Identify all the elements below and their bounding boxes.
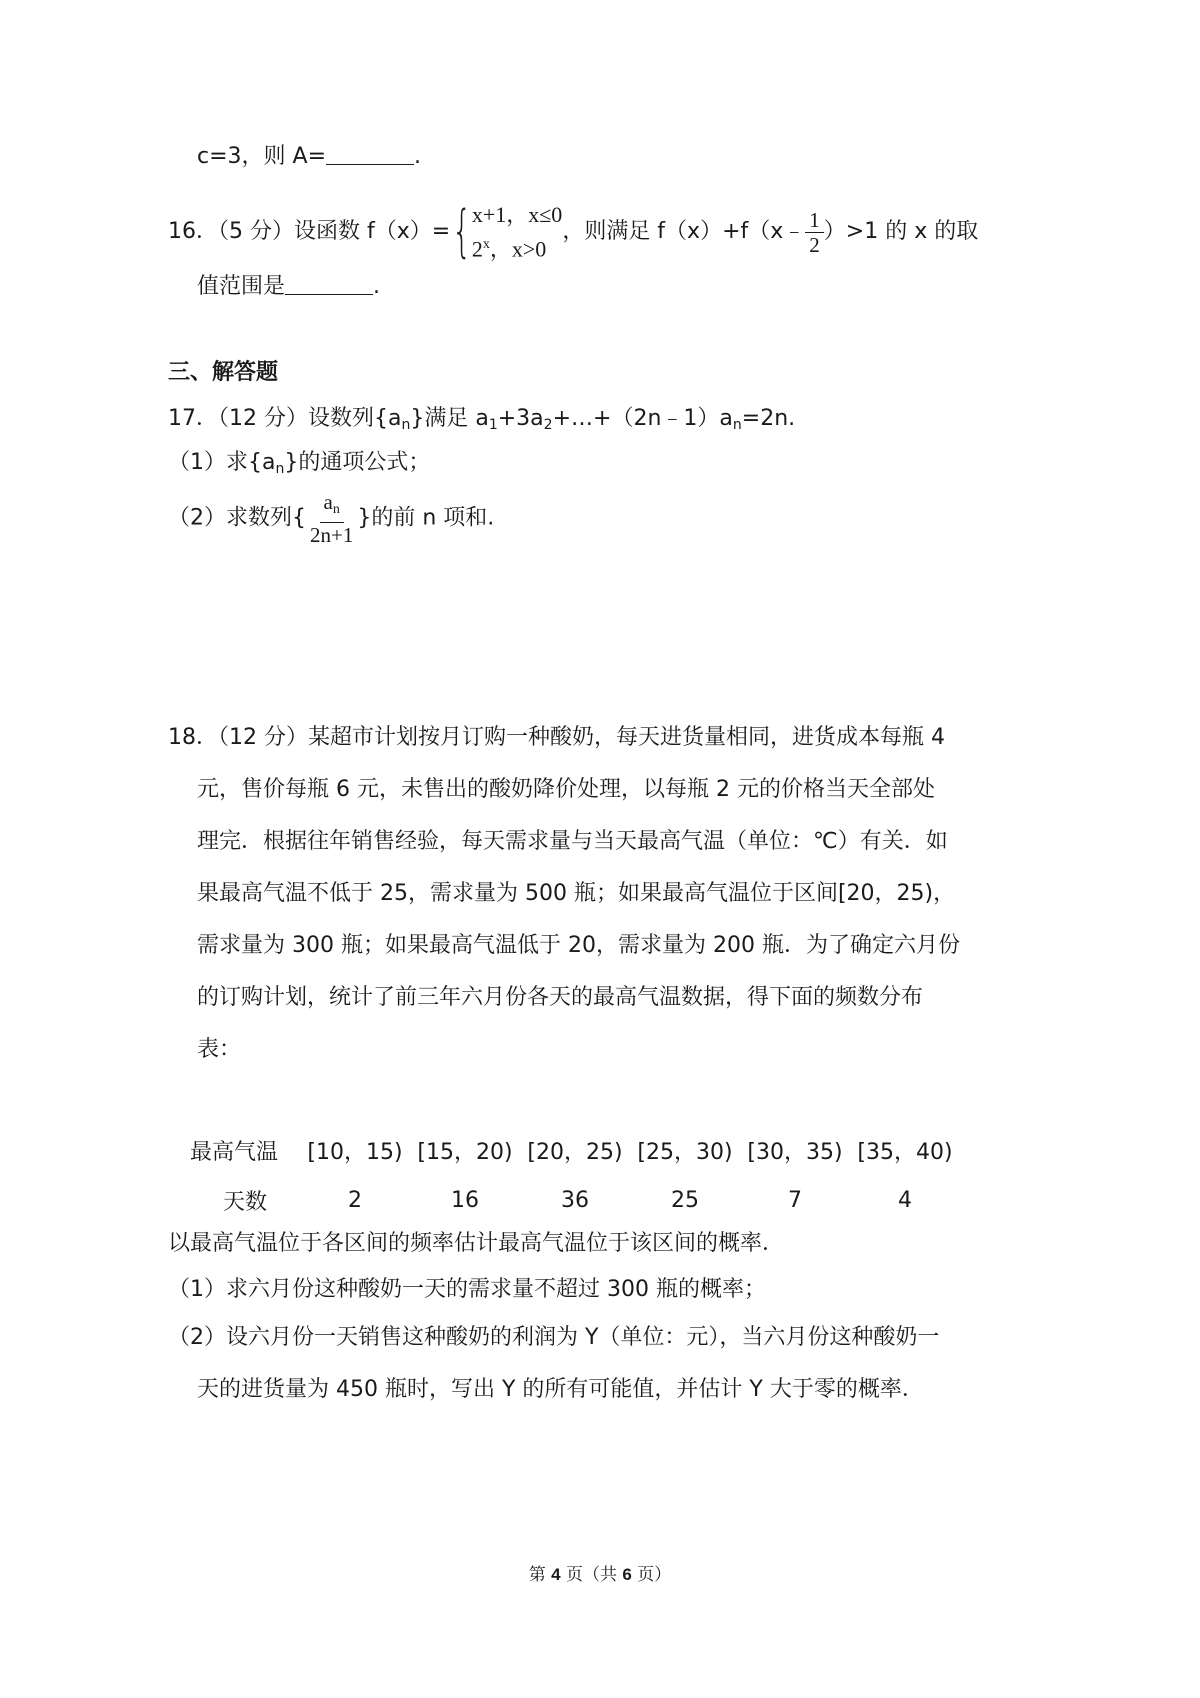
page-footer: 第 4 页（共 6 页） [528, 1565, 672, 1585]
table-cell: 天数 [222, 1189, 267, 1215]
table-cell: 2 [348, 1187, 362, 1213]
q18-after: 以最高气温位于各区间的频率估计最高气温位于该区间的概率． [168, 1231, 785, 1256]
table-cell: 7 [788, 1187, 802, 1213]
q18-line-7: 表： [197, 1037, 242, 1062]
q18-line-2: 元，售价每瓶 6 元，未售出的酸奶降价处理，以每瓶 2 元的价格当天全部处 [197, 777, 935, 802]
table-cell: [35，40) [857, 1139, 953, 1165]
table-row [190, 1175, 960, 1225]
q15-text: c=3，则 A= [197, 144, 327, 169]
table-cell: 最高气温 [190, 1139, 279, 1165]
q18-line-5: 需求量为 300 瓶；如果最高气温低于 20，需求量为 200 瓶．为了确定六月份 [197, 933, 960, 958]
q16-tail: ）>1 的 x 的取 [823, 219, 979, 245]
case-1: x+1，x≤0 [471, 202, 563, 227]
q18-line-6: 的订购计划，统计了前三年六月份各天的最高气温数据，得下面的频数分布 [197, 985, 924, 1010]
q17-part2: （2）求数列{ $\frac{a_n}{2n+1}$ }的前 n 项和. [168, 490, 495, 547]
answer-blank [285, 274, 373, 295]
table-cell: 36 [561, 1187, 589, 1213]
table-cell: [20，25) [527, 1139, 623, 1165]
table-cell: 16 [451, 1187, 479, 1213]
q18-part2-line2: 天的进货量为 450 瓶时，写出 Y 的所有可能值，并估计 Y 大于零的概率． [197, 1377, 924, 1402]
q18-line-3: 理完．根据往年销售经验，每天需求量与当天最高气温（单位：℃）有关．如 [197, 829, 948, 854]
case-2: 2$^x$，x>0 [471, 236, 547, 262]
table-cell: 4 [898, 1187, 912, 1213]
table-cell: [10，15) [307, 1139, 403, 1165]
frequency-table [190, 1125, 960, 1225]
piecewise-cases [472, 200, 562, 264]
sequence-fraction: $\frac{a_n}{2n+1}$ [310, 490, 354, 547]
q16-mid: ，则满足 f（x）+f（x﹣ [562, 219, 806, 245]
q17-part1: （1）求$\{a_n\}$的通项公式； [168, 450, 431, 477]
q15-tail-line: c=3，则 A= . [197, 144, 422, 169]
q18-part2-line1: （2）设六月份一天销售这种酸奶的利润为 Y（单位：元），当六月份这种酸奶一 [168, 1325, 940, 1350]
answer-blank [326, 144, 414, 165]
q18-part1: （1）求六月份这种酸奶一天的需求量不超过 300 瓶的概率； [168, 1277, 766, 1302]
section-heading: 三、解答题 [168, 360, 279, 385]
q18-line-4: 果最高气温不低于 25，需求量为 500 瓶；如果最高气温位于区间[20，25)， [197, 881, 956, 906]
q18-line-1: 18．（12 分）某超市计划按月订购一种酸奶，每天进货量相同，进货成本每瓶 4 [168, 725, 945, 750]
piecewise-brace: { [452, 199, 472, 265]
q16-line1 [168, 199, 979, 265]
table-cell: [25，30) [637, 1139, 733, 1165]
half-fraction: $\frac{1}{2}$ [805, 208, 824, 257]
table-row [190, 1125, 960, 1175]
q16-stem: 16．（5 分）设函数 f（x）= [168, 219, 451, 245]
table-cell: [30，35) [747, 1139, 843, 1165]
table-cell: [15，20) [417, 1139, 513, 1165]
q17-stem: 17．（12 分）设数列$\{a_n\}$满足 $a_1+3a_2+\dots+(2n﹣1)a_n=2n$. [168, 406, 796, 433]
table-cell: 25 [671, 1187, 699, 1213]
q16-line2: 值范围是 . [197, 274, 381, 299]
